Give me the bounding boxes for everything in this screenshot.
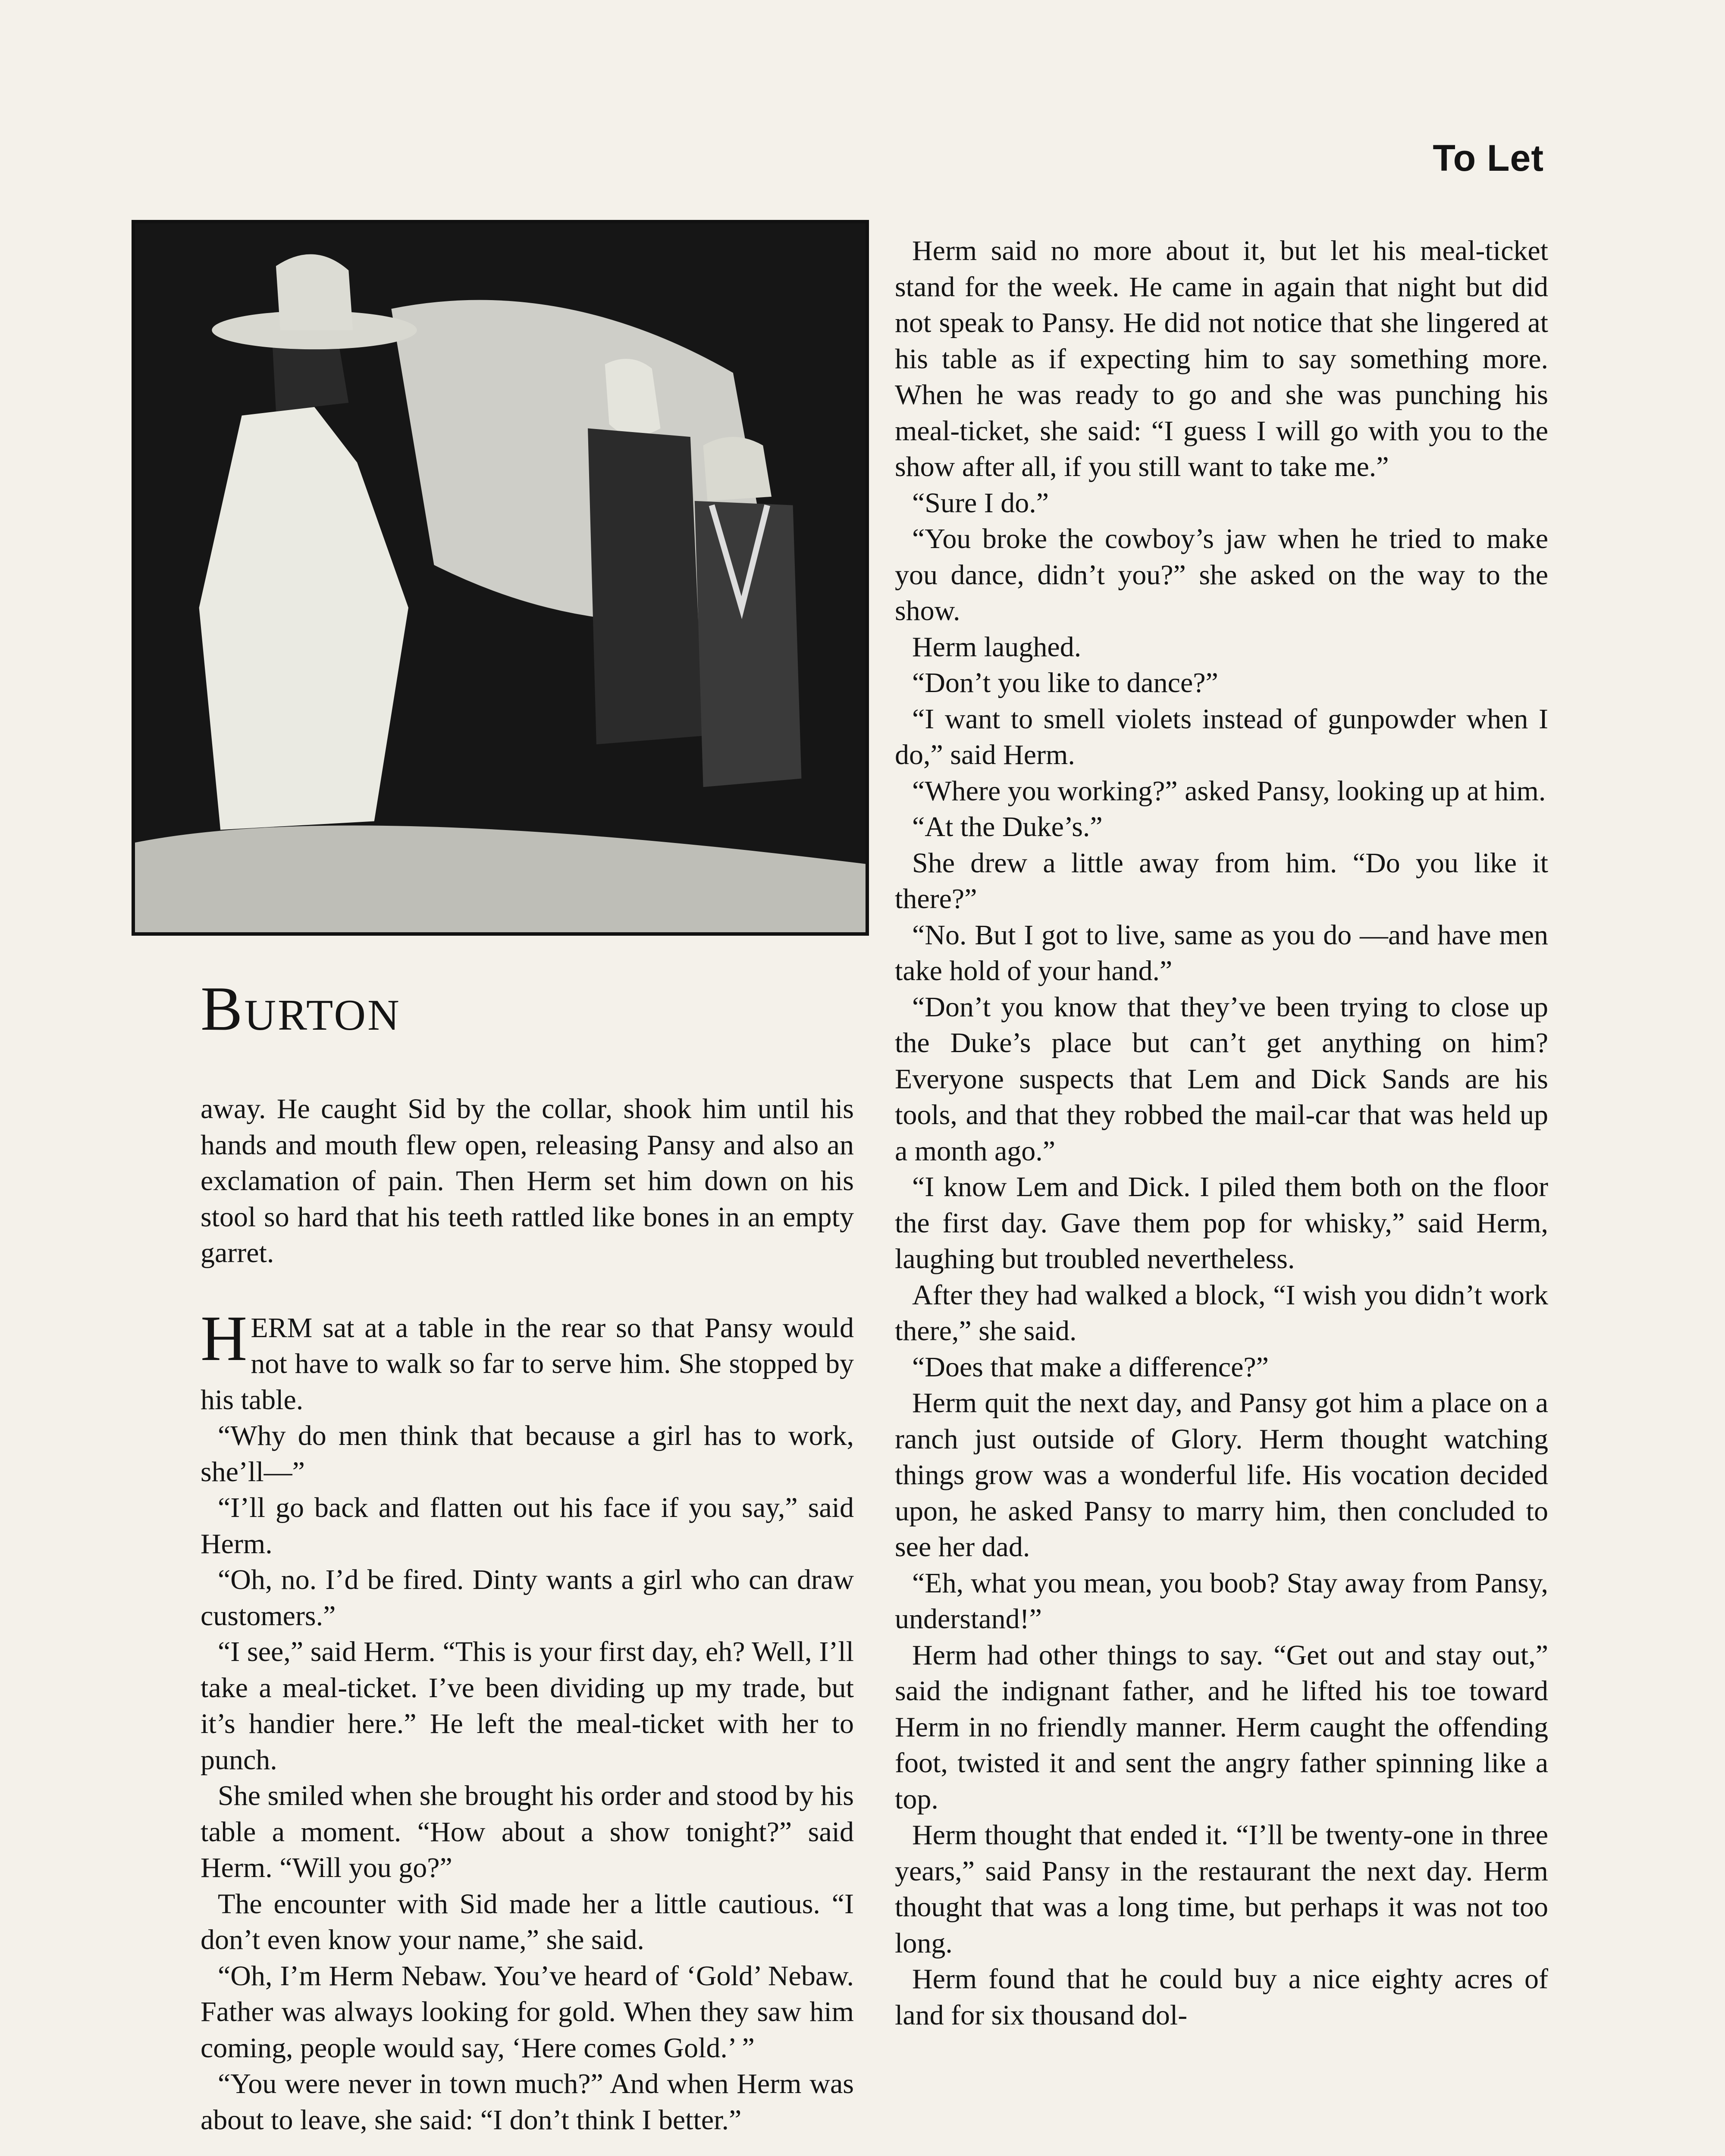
running-head: To Let [1433,138,1544,179]
paragraph: “I see,” said Herm. “This is your first day, eh? Well, I’ll take a meal-ticket. I’ve been dividing up my trade, but it’s handier here.” He left the meal-ticket with her to punch. [201,1636,854,1776]
illustration-artwork [135,223,866,932]
section-opening-paragraph [201,1302,854,1418]
author-byline: Burton [201,974,401,1044]
paragraph: “No. But I got to live, same as you do —and have men take hold of your hand.” [895,919,1548,987]
paragraph: Herm had other things to say. “Get out and stay out,” said the indignant father, and he lifted his toe toward Herm in no friendly manner. Herm caught the offending foot, twisted it and sent the angry father spinning like a top. [895,1639,1548,1815]
paragraph: She smiled when she brought his order and stood by his table a moment. “How about a show tonight?” said Herm. “Will you go?” [201,1780,854,1883]
paragraph: Herm laughed. [912,631,1082,663]
paragraph: “Oh, no. I’d be fired. Dinty wants a girl who can draw customers.” [201,1564,854,1632]
continued-paragraph: away. He caught Sid by the collar, shook him until his hands and mouth flew open, releasing Pansy and also an exclamation of pain. Then Herm set him down on his stool so hard that his teeth rattled like bones in an empty garret. [201,1093,854,1269]
paragraph: Herm quit the next day, and Pansy got him a place on a ranch just outside of Glory. Herm thought watching things grow was a wonderful life. His vocation decided upon, he asked Pansy to marry him, then concluded to see her dad. [895,1387,1548,1563]
paragraph: “I know Lem and Dick. I piled them both on the floor the first day. Gave them pop for whisky,” said Herm, laughing but troubled nevertheless. [895,1171,1548,1275]
paragraph: “Don’t you like to dance?” [912,667,1218,699]
paragraph: “You were never in town much?” And when Herm was about to leave, she said: “I don’t think I better.” [201,2068,854,2136]
paragraph: “At the Duke’s.” [912,811,1103,843]
paragraph-text: ERM sat at a table in the rear so that Pansy would not have to walk so far to serve him. She stopped by his table. [201,1312,854,1416]
left-column [201,1091,854,2138]
paragraph: “You broke the cowboy’s jaw when he tried to make you dance, didn’t you?” she asked on the way to the show. [895,523,1548,627]
paragraph: “Why do men think that because a girl has to work, she’ll—” [201,1420,854,1488]
paragraph: Herm found that he could buy a nice eighty acres of land for six thousand dol- [895,1963,1548,2031]
paragraph: The encounter with Sid made her a little cautious. “I don’t even know your name,” she said. [201,1888,854,1955]
drop-cap: H [201,1302,248,1374]
paragraph: “Eh, what you mean, you boob? Stay away from Pansy, understand!” [895,1567,1548,1635]
right-column [895,233,1548,2033]
paragraph: Herm thought that ended it. “I’ll be twenty-one in three years,” said Pansy in the restaurant the next day. Herm thought that was a long time, but perhaps it was not too long. [895,1819,1548,1959]
paragraph: “Oh, I’m Herm Nebaw. You’ve heard of ‘Gold’ Nebaw. Father was always looking for gold. When they saw him coming, people would say, ‘Here comes Gold.’ ” [201,1960,854,2064]
paragraph: “Sure I do.” [912,487,1049,519]
paragraph: After they had walked a block, “I wish you didn’t work there,” she said. [895,1279,1548,1347]
paragraph: “Don’t you know that they’ve been trying to close up the Duke’s place but can’t get anything on him? Everyone suspects that Lem and Dick Sands are his tools, and that they robbed the mail-car that was held up a month ago.” [895,991,1548,1167]
paragraph: “Does that make a difference?” [912,1351,1269,1383]
paragraph: “I’ll go back and flatten out his face if you say,” said Herm. [201,1492,854,1560]
paragraph: Herm said no more about it, but let his meal-ticket stand for the week. He came in again that night but did not speak to Pansy. He did not notice that she lingered at his table as if expecting him to say something more. When he was ready to go and she was punching his meal-ticket, she said: “I guess I will go with you to the show after all, if you still want to take me.” [895,235,1548,483]
paragraph: She drew a little away from him. “Do you like it there?” [895,847,1548,915]
paragraph: “Where you working?” asked Pansy, looking up at him. [912,775,1546,807]
paragraph: “I want to smell violets instead of gunpowder when I do,” said Herm. [895,703,1548,771]
story-illustration [132,220,869,936]
